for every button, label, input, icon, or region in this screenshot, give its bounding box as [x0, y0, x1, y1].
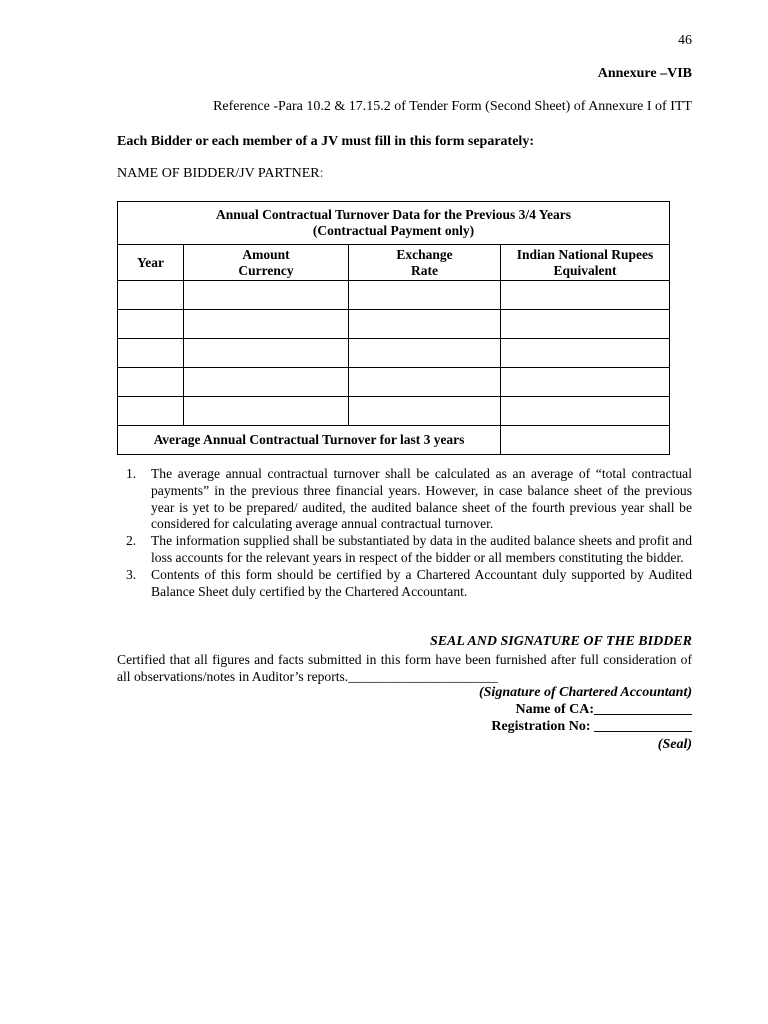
annexure-title: Annexure –VIB — [597, 66, 692, 81]
table-title: Annual Contractual Turnover Data for the Previous 3/4 Years — [216, 207, 572, 222]
table-row — [118, 281, 670, 310]
seal-signature-bidder: SEAL AND SIGNATURE OF THE BIDDER — [429, 634, 692, 649]
cell-amount[interactable] — [184, 368, 349, 397]
average-label: Average Annual Contractual Turnover for last 3 years — [118, 426, 501, 455]
cell-inr[interactable] — [501, 368, 670, 397]
note-text: Contents of this form should be certified by a Chartered Accountant duly supported by Audited Balance Sheet duly certified by the Chartered Accountant. — [151, 566, 692, 599]
note-number: 1. — [126, 466, 137, 481]
table-row — [118, 368, 670, 397]
cell-exchange[interactable] — [349, 281, 501, 310]
note-number: 3. — [126, 566, 137, 582]
name-of-ca-field: Name of CA:______________ — [515, 702, 692, 717]
table-header-row — [118, 245, 670, 281]
cell-year[interactable] — [118, 368, 184, 397]
cell-exchange[interactable] — [349, 310, 501, 339]
header-inr: Indian National Rupees — [516, 246, 654, 262]
cell-inr[interactable] — [501, 281, 670, 310]
table-row — [118, 339, 670, 368]
bidder-name-field — [117, 166, 323, 182]
bidder-name-colon: : — [319, 166, 324, 181]
cell-amount[interactable] — [184, 310, 349, 339]
cell-amount[interactable] — [184, 339, 349, 368]
registration-no-field: Registration No: ______________ — [491, 719, 692, 734]
seal-label: (Seal) — [657, 737, 692, 752]
header-year: Year — [118, 245, 184, 281]
certification-text: Certified that all figures and facts submitted in this form have been furnished after full consideration of all observations/notes in Auditor’s reports.______________________ — [117, 652, 692, 684]
signature-ca-label: (Signature of Chartered Accountant) — [478, 685, 692, 700]
table-title-cell — [118, 202, 670, 245]
table-row — [118, 310, 670, 339]
table-row — [118, 397, 670, 426]
cell-amount[interactable] — [184, 397, 349, 426]
header-exchange-rate — [349, 245, 501, 281]
list-item — [117, 533, 692, 567]
header-amount-currency — [184, 245, 349, 281]
average-value-cell[interactable] — [501, 426, 670, 455]
list-item — [117, 466, 692, 533]
header-equivalent: Equivalent — [553, 262, 617, 278]
cell-year[interactable] — [118, 310, 184, 339]
reference-line: Reference -Para 10.2 & 17.15.2 of Tender Form (Second Sheet) of Annexure I of ITT — [213, 99, 692, 114]
table-title-row — [118, 202, 670, 245]
note-text: The average annual contractual turnover shall be calculated as an average of “total contractual payments” in the previous three financial years. However, in case balance sheet of the previous year is yet to be prepared/ audited, the audited balance sheet of the fourth previous year shall be considered for calculating average annual contractual turnover. — [151, 466, 692, 532]
cell-exchange[interactable] — [349, 368, 501, 397]
cell-year[interactable] — [118, 397, 184, 426]
header-currency: Currency — [238, 262, 294, 278]
header-inr-equivalent — [501, 245, 670, 281]
document-page — [117, 0, 692, 1024]
cell-year[interactable] — [118, 281, 184, 310]
cell-inr[interactable] — [501, 339, 670, 368]
note-text: The information supplied shall be substantiated by data in the audited balance sheets and profit and loss accounts for the relevant years in respect of the bidder or all members constituting the bidder. — [151, 533, 692, 565]
cell-exchange[interactable] — [349, 397, 501, 426]
page-number: 46 — [678, 33, 692, 48]
header-exchange: Exchange — [396, 246, 453, 262]
cell-inr[interactable] — [501, 310, 670, 339]
instruction-text: Each Bidder or each member of a JV must fill in this form separately: — [117, 134, 534, 149]
cell-exchange[interactable] — [349, 339, 501, 368]
turnover-table — [117, 201, 670, 455]
header-amount: Amount — [242, 246, 290, 262]
average-row — [118, 426, 670, 455]
header-rate: Rate — [411, 262, 438, 278]
bidder-name-label: NAME OF BIDDER/JV PARTNER — [117, 166, 320, 181]
cell-inr[interactable] — [501, 397, 670, 426]
cell-year[interactable] — [118, 339, 184, 368]
cell-amount[interactable] — [184, 281, 349, 310]
list-item — [117, 567, 692, 601]
table-subtitle: (Contractual Payment only) — [312, 223, 475, 238]
notes-list — [117, 466, 692, 600]
note-number: 2. — [126, 533, 137, 549]
